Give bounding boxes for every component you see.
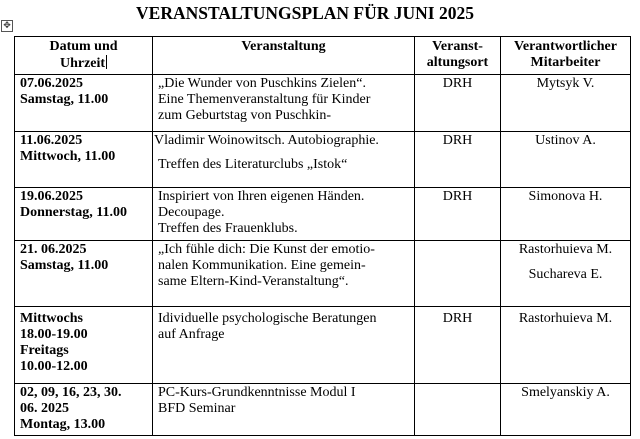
- table-row: [15, 132, 631, 188]
- staff-name: Simonova H.: [528, 189, 603, 204]
- event-line: Decoupage.: [158, 205, 225, 220]
- date-cell: [15, 241, 153, 307]
- staff-name: Suchareva E.: [528, 267, 603, 282]
- header-date: [15, 37, 153, 75]
- date-line: Donnerstag, 11.00: [20, 205, 127, 220]
- staff-cell: [501, 132, 631, 188]
- place-cell: [415, 241, 501, 307]
- header-date-line2-wrap: [19, 55, 148, 72]
- event-cell: [153, 75, 415, 132]
- place-cell: DRH: [415, 188, 501, 241]
- event-line: Treffen des Frauenklubs.: [158, 221, 298, 236]
- date-cell: [15, 188, 153, 241]
- staff-cell: [501, 307, 631, 384]
- staff-cell: [501, 75, 631, 132]
- event-cell: [153, 132, 415, 188]
- staff-cell: [501, 188, 631, 241]
- date-line: 19.06.2025: [20, 189, 83, 204]
- date-cell: [15, 75, 153, 132]
- header-place-line1: Veranst-: [432, 39, 483, 54]
- event-line: PC-Kurs-Grundkenntnisse Modul I: [158, 385, 356, 400]
- table-move-handle-icon[interactable]: ✥: [1, 20, 13, 32]
- header-staff-line1: Verantwortlicher: [514, 39, 617, 54]
- event-line: same Eltern-Kind-Veranstaltung“.: [158, 274, 349, 289]
- date-line: 21. 06.2025: [20, 242, 87, 257]
- date-cell: [15, 307, 153, 384]
- event-line: Eine Themenveranstaltung für Kinder: [158, 92, 371, 107]
- event-cell: [153, 307, 415, 384]
- event-line: auf Anfrage: [158, 327, 225, 342]
- staff-cell: [501, 384, 631, 436]
- date-line: Samstag, 11.00: [20, 258, 109, 273]
- text-cursor: [106, 55, 107, 69]
- header-date-line2: Uhrzeit: [59, 56, 106, 71]
- date-cell: [15, 132, 153, 188]
- date-line: Samstag, 11.00: [20, 92, 109, 107]
- date-line: 10.00-12.00: [20, 359, 88, 374]
- table-row: [15, 384, 631, 436]
- staff-name: Mytsyk V.: [536, 76, 595, 91]
- date-line: 11.06.2025: [20, 133, 83, 148]
- place-cell: DRH: [415, 307, 501, 384]
- date-line: 06. 2025: [20, 401, 69, 416]
- place-cell: DRH: [415, 132, 501, 188]
- staff-name: Rastorhuieva M.: [518, 242, 613, 257]
- staff-cell: [501, 241, 631, 307]
- header-date-line1: Datum und: [49, 39, 118, 54]
- event-line: BFD Seminar: [158, 401, 236, 416]
- staff-name: Rastorhuieva M.: [518, 311, 613, 326]
- event-line: „Ich fühle dich: Die Kunst der emotio-: [158, 242, 375, 257]
- event-line: „Die Wunder von Puschkins Zielen“.: [158, 76, 366, 91]
- event-line: Vladimir Woinowitsch. Autobiographie.: [154, 133, 379, 148]
- date-line: Mittwoch, 11.00: [20, 149, 116, 164]
- header-place: [415, 37, 501, 75]
- event-schedule-table: [14, 36, 631, 436]
- header-staff-line2: Mitarbeiter: [530, 55, 601, 70]
- date-line: 02, 09, 16, 23, 30.: [20, 385, 122, 400]
- date-line: Freitags: [20, 343, 69, 358]
- event-line: zum Geburtstag von Puschkin-: [158, 108, 332, 123]
- table-row: [15, 307, 631, 384]
- date-line: 18.00-19.00: [20, 327, 88, 342]
- event-cell: [153, 188, 415, 241]
- table-row: [15, 241, 631, 307]
- spacer: [506, 258, 625, 267]
- date-cell: [15, 384, 153, 436]
- event-cell: [153, 384, 415, 436]
- event-line: nalen Kommunikation. Eine gemein-: [158, 258, 366, 273]
- event-line: Inspiriert von Ihren eigenen Händen.: [158, 189, 365, 204]
- place-cell: DRH: [415, 75, 501, 132]
- event-line: Idividuelle psychologische Beratungen: [158, 311, 377, 326]
- header-event: Veranstaltung: [153, 37, 415, 75]
- place-cell: [415, 384, 501, 436]
- table-header-row: [15, 37, 631, 75]
- date-line: Mittwochs: [20, 311, 83, 326]
- staff-name: Ustinov A.: [535, 133, 596, 148]
- event-line: Treffen des Literaturclubs „Istok“: [158, 157, 348, 172]
- header-staff: [501, 37, 631, 75]
- staff-name: Smelyanskiy A.: [521, 385, 610, 400]
- spacer: [154, 149, 409, 157]
- date-line: Montag, 13.00: [20, 417, 106, 432]
- event-cell: [153, 241, 415, 307]
- table-row: [15, 75, 631, 132]
- date-line: 07.06.2025: [20, 76, 83, 91]
- table-row: [15, 188, 631, 241]
- header-place-line2: altungsort: [426, 55, 489, 70]
- page-title: VERANSTALTUNGSPLAN FÜR JUNI 2025: [136, 3, 474, 23]
